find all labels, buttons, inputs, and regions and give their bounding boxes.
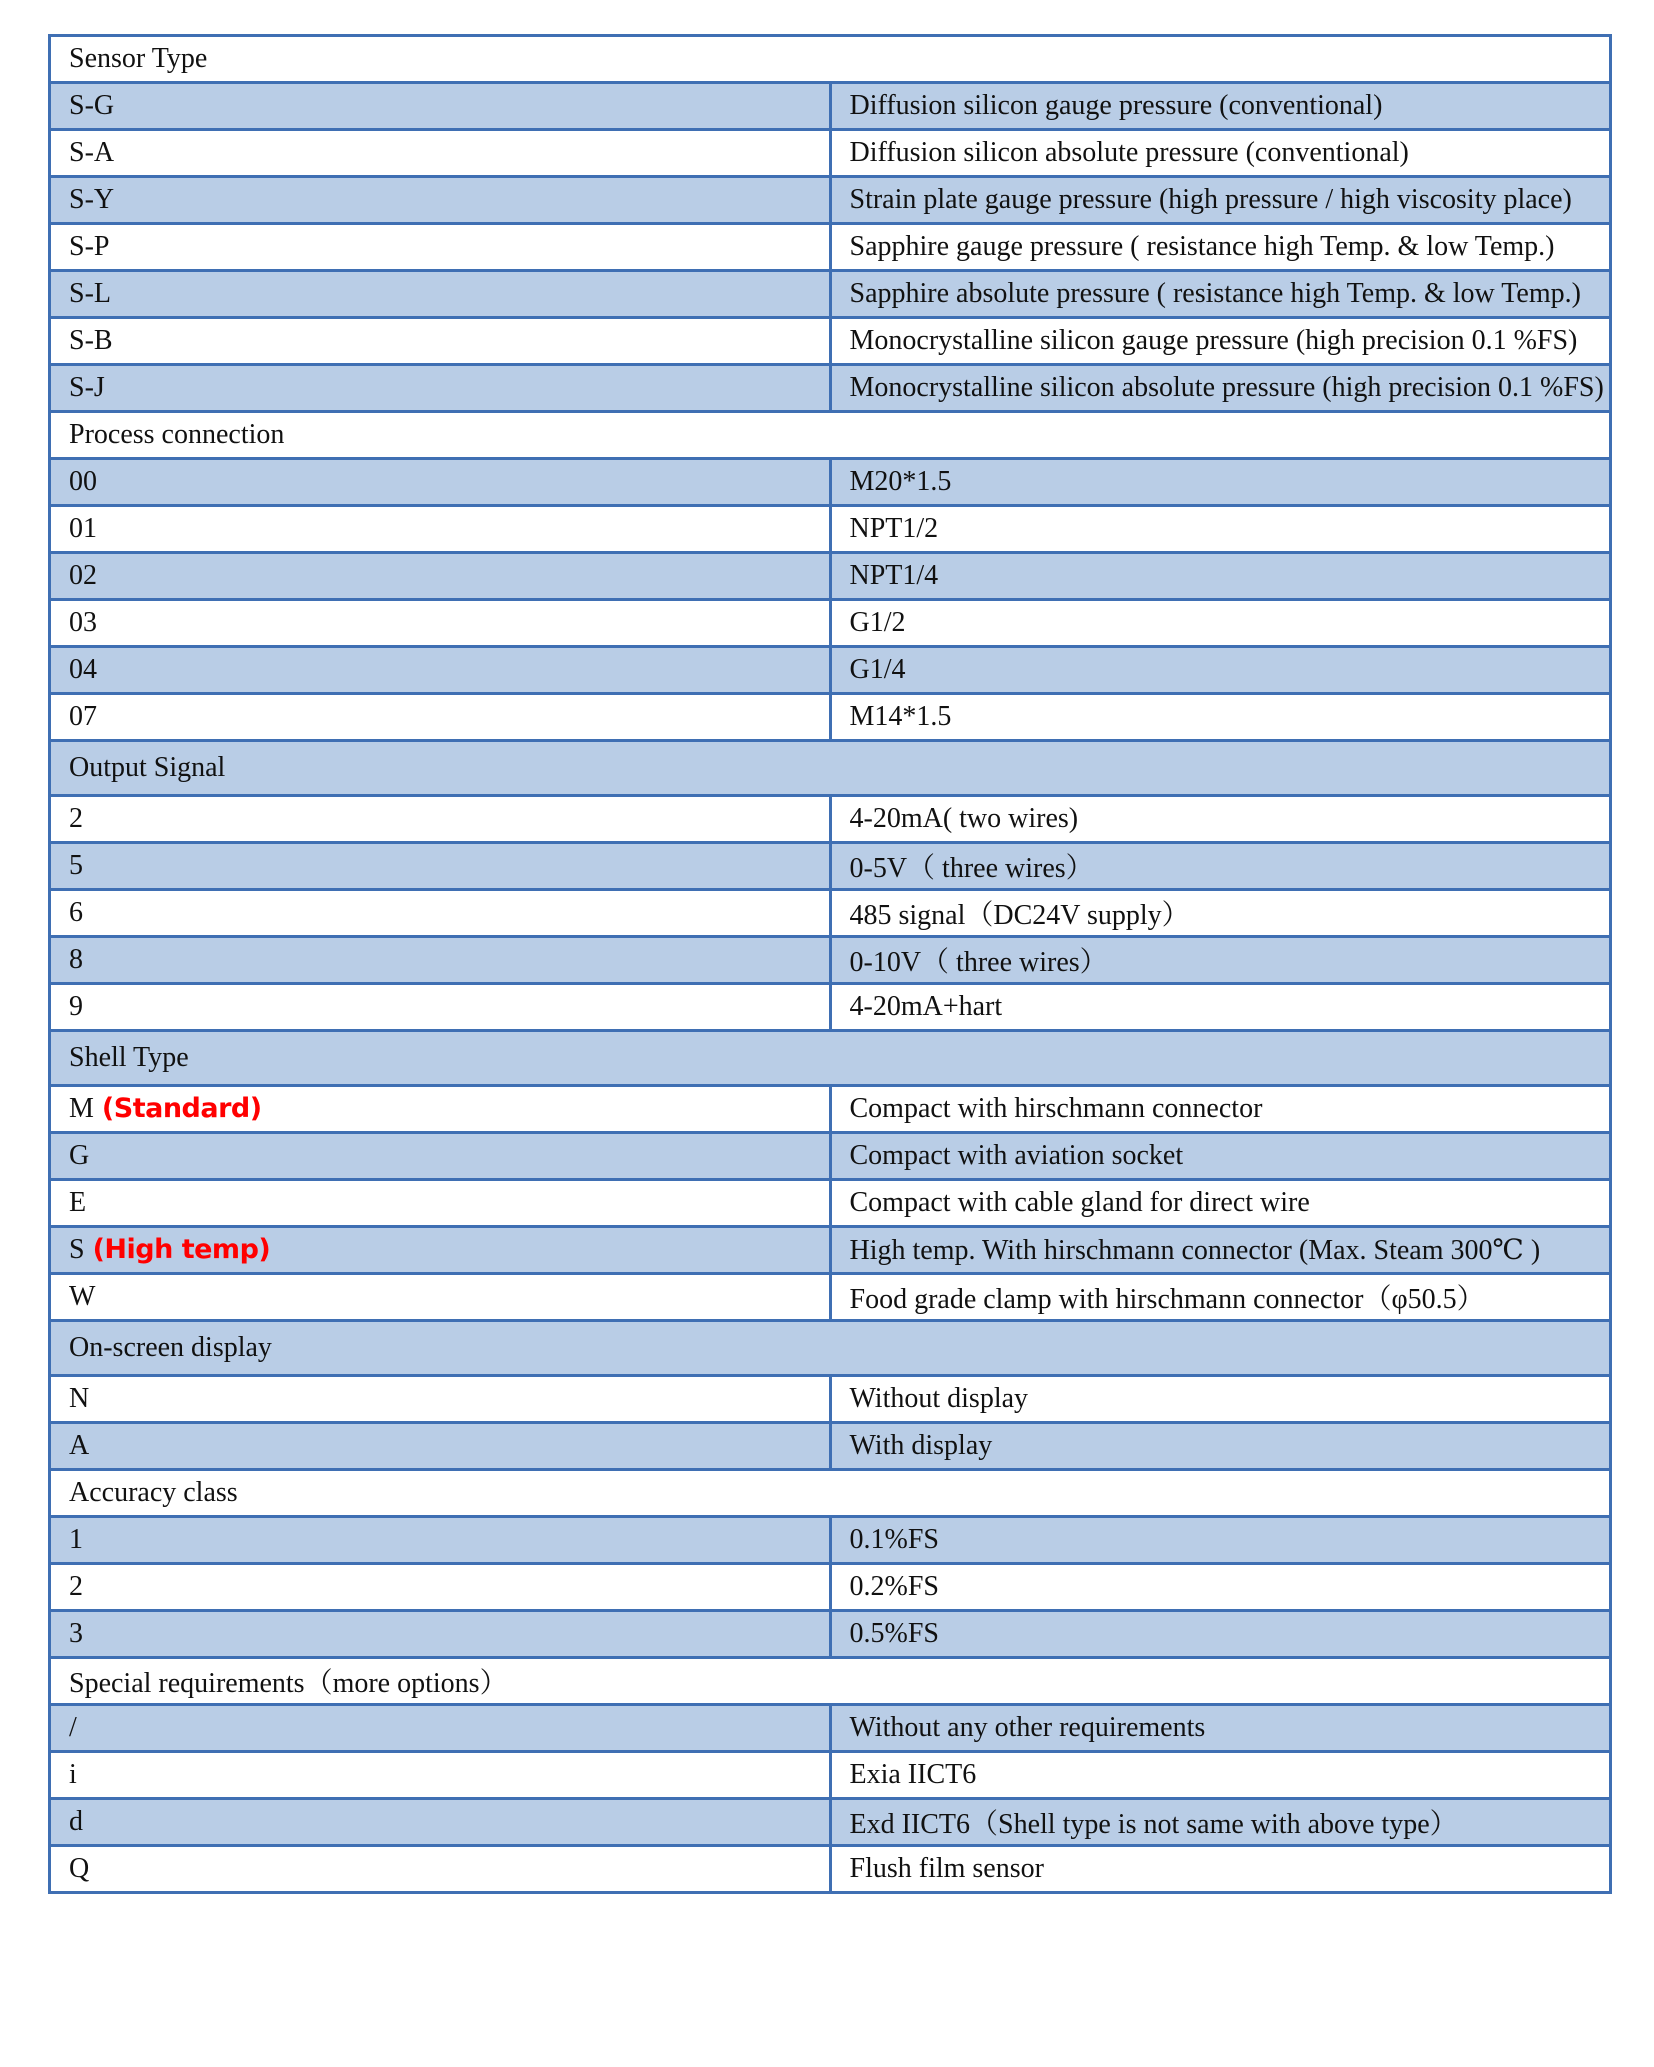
row-code: 3 — [50, 1611, 831, 1658]
table-row — [50, 553, 1611, 600]
row-description: Exd IICT6（Shell type is not same with above type） — [830, 1799, 1611, 1846]
table-row — [50, 83, 1611, 130]
row-code: 04 — [50, 647, 831, 694]
section-header — [50, 36, 1611, 83]
table-row — [50, 365, 1611, 412]
row-description: M14*1.5 — [830, 694, 1611, 741]
row-description: Monocrystalline silicon gauge pressure (high precision 0.1 %FS) — [830, 318, 1611, 365]
row-code: 5 — [50, 843, 831, 890]
row-code: 2 — [50, 796, 831, 843]
table-row — [50, 984, 1611, 1031]
table-row — [50, 318, 1611, 365]
table-row — [50, 1752, 1611, 1799]
table-row — [50, 647, 1611, 694]
table-row — [50, 224, 1611, 271]
section-title: Sensor Type — [50, 36, 1611, 83]
table-row — [50, 1705, 1611, 1752]
row-code: A — [50, 1423, 831, 1470]
row-code: N — [50, 1376, 831, 1423]
row-description: G1/4 — [830, 647, 1611, 694]
table-row — [50, 1376, 1611, 1423]
row-description: NPT1/4 — [830, 553, 1611, 600]
table-row — [50, 600, 1611, 647]
section-title: On-screen display — [50, 1321, 1611, 1376]
row-description: With display — [830, 1423, 1611, 1470]
row-code: Q — [50, 1846, 831, 1893]
row-description: 0-10V（ three wires） — [830, 937, 1611, 984]
section-header — [50, 741, 1611, 796]
row-code: S-P — [50, 224, 831, 271]
row-code: 07 — [50, 694, 831, 741]
section-title: Output Signal — [50, 741, 1611, 796]
row-description: NPT1/2 — [830, 506, 1611, 553]
row-description: Diffusion silicon absolute pressure (conventional) — [830, 130, 1611, 177]
section-title: Special requirements（more options） — [50, 1658, 1611, 1705]
section-header — [50, 1470, 1611, 1517]
section-title: Accuracy class — [50, 1470, 1611, 1517]
row-code: d — [50, 1799, 831, 1846]
high-temp-note: (High temp) — [92, 1234, 271, 1265]
row-description: Compact with aviation socket — [830, 1133, 1611, 1180]
row-code: / — [50, 1705, 831, 1752]
row-description: 4-20mA( two wires) — [830, 796, 1611, 843]
table-row — [50, 459, 1611, 506]
row-code: i — [50, 1752, 831, 1799]
section-title: Shell Type — [50, 1031, 1611, 1086]
row-description: 0-5V（ three wires） — [830, 843, 1611, 890]
table-row — [50, 1423, 1611, 1470]
row-code: 00 — [50, 459, 831, 506]
table-row — [50, 1133, 1611, 1180]
row-code: S-L — [50, 271, 831, 318]
section-header — [50, 1031, 1611, 1086]
table-row — [50, 1274, 1611, 1321]
table-row — [50, 1086, 1611, 1133]
row-description: High temp. With hirschmann connector (Max. Steam 300℃ ) — [830, 1227, 1611, 1274]
row-code: E — [50, 1180, 831, 1227]
row-code: S-B — [50, 318, 831, 365]
table-row — [50, 1517, 1611, 1564]
row-code: 2 — [50, 1564, 831, 1611]
row-code: 02 — [50, 553, 831, 600]
table-row — [50, 843, 1611, 890]
row-description: 4-20mA+hart — [830, 984, 1611, 1031]
table-row — [50, 1564, 1611, 1611]
row-code-cell — [50, 1227, 831, 1274]
row-description: Flush film sensor — [830, 1846, 1611, 1893]
row-description: Without any other requirements — [830, 1705, 1611, 1752]
table-row — [50, 130, 1611, 177]
row-description: Sapphire gauge pressure ( resistance high Temp. & low Temp.) — [830, 224, 1611, 271]
row-description: Strain plate gauge pressure (high pressure / high viscosity place) — [830, 177, 1611, 224]
table-row — [50, 1180, 1611, 1227]
row-description: 0.1%FS — [830, 1517, 1611, 1564]
row-code: S-G — [50, 83, 831, 130]
row-description: Sapphire absolute pressure ( resistance high Temp. & low Temp.) — [830, 271, 1611, 318]
table-row — [50, 506, 1611, 553]
row-code: S-A — [50, 130, 831, 177]
row-code: S — [69, 1234, 85, 1265]
table-row — [50, 271, 1611, 318]
row-code: 9 — [50, 984, 831, 1031]
section-header — [50, 1321, 1611, 1376]
section-title: Process connection — [50, 412, 1611, 459]
row-code: S-J — [50, 365, 831, 412]
table-row — [50, 177, 1611, 224]
row-description: Diffusion silicon gauge pressure (conventional) — [830, 83, 1611, 130]
row-code: 1 — [50, 1517, 831, 1564]
table-row — [50, 1846, 1611, 1893]
row-code: 6 — [50, 890, 831, 937]
row-code: 8 — [50, 937, 831, 984]
row-description: 485 signal（DC24V supply） — [830, 890, 1611, 937]
row-code: W — [50, 1274, 831, 1321]
standard-note: (Standard) — [101, 1093, 262, 1124]
row-description: Exia IICT6 — [830, 1752, 1611, 1799]
spec-table — [48, 34, 1612, 1894]
row-code: G — [50, 1133, 831, 1180]
row-code: 01 — [50, 506, 831, 553]
row-description: Without display — [830, 1376, 1611, 1423]
section-header — [50, 412, 1611, 459]
row-description: Compact with cable gland for direct wire — [830, 1180, 1611, 1227]
section-header — [50, 1658, 1611, 1705]
row-description: 0.5%FS — [830, 1611, 1611, 1658]
table-row — [50, 796, 1611, 843]
row-description: Monocrystalline silicon absolute pressure (high precision 0.1 %FS) — [830, 365, 1611, 412]
row-code: 03 — [50, 600, 831, 647]
row-code: S-Y — [50, 177, 831, 224]
row-code: M — [69, 1093, 94, 1124]
row-description: Compact with hirschmann connector — [830, 1086, 1611, 1133]
table-row — [50, 890, 1611, 937]
row-description: M20*1.5 — [830, 459, 1611, 506]
row-description: Food grade clamp with hirschmann connector（φ50.5） — [830, 1274, 1611, 1321]
row-description: 0.2%FS — [830, 1564, 1611, 1611]
table-row — [50, 1227, 1611, 1274]
table-row — [50, 694, 1611, 741]
table-row — [50, 937, 1611, 984]
row-description: G1/2 — [830, 600, 1611, 647]
row-code-cell — [50, 1086, 831, 1133]
table-row — [50, 1611, 1611, 1658]
table-row — [50, 1799, 1611, 1846]
